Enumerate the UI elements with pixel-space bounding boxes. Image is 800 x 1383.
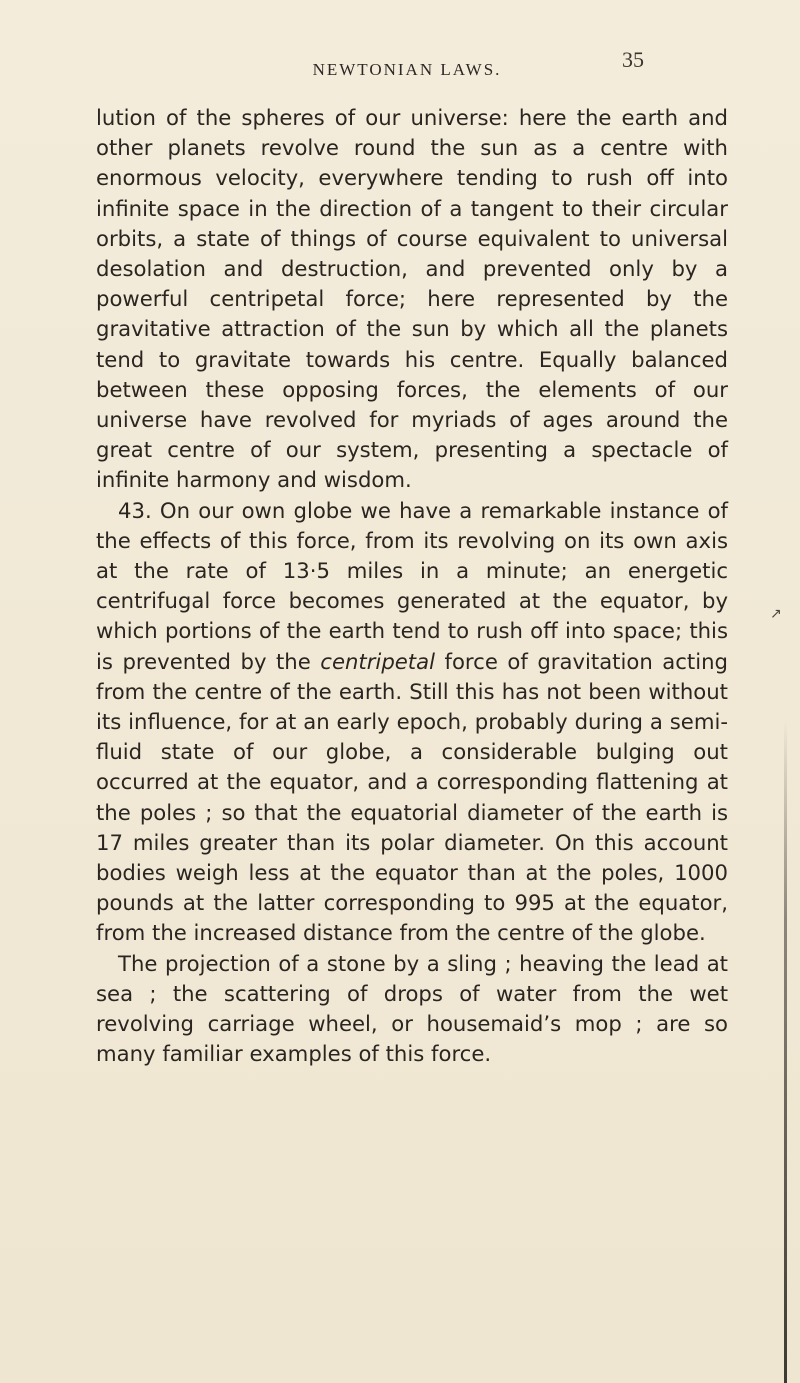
paragraph-1: lution of the spheres of our universe: here the earth and other planets revolve round the sun as a centre with enormous velocity, everywhere tending to rush off into infinite space in the direction of a tangent to their circular orbits, a state of things of course equivalent to universal desolation and destruction, and prevented only by a powerful centripetal force; here represented by the gravitative attraction of the sun by which all the planets tend to gravitate towards his centre. Equally balanced between these opposing forces, the elements of our universe have revolved for myriads of ages around the great centre of our system, presenting a spectacle of infinite harmony and wisdom. <box>96 105 728 493</box>
paragraph-43-text-after: force of gravitation acting from the centre of the earth. Still this has not been without its influence, for at an early epoch, probably during a semi-fluid state of our globe, a considerable bulging out occurred at the equator, and a corresponding flattening at the poles ; so that the equatorial diameter of the earth is 17 miles greater than its polar diameter. On this account bodies weigh less at the equator than at the poles, 1000 pounds at the latter corresponding to 995 at the equator, from the increased distance from the centre of the globe. <box>96 648 728 946</box>
paragraph-43-italic-term: centripetal <box>320 648 435 674</box>
running-title: NEWTONIAN LAWS. <box>312 60 502 79</box>
paragraph-examples: The projection of a stone by a sling ; heaving the lead at sea ; the scattering of drops of water from the wet revolving carriage wheel, or housemaid’s mop ; are so many familiar examples of this force. <box>96 950 728 1067</box>
margin-shadow-line <box>784 720 787 1383</box>
page-number: 35 <box>622 47 644 72</box>
paragraph-43-text-before: 43. On our own globe we have a remarkable instance of the effects of this force, from its revolving on its own axis at the rate of 13·5 miles in a minute; an energetic centrifugal force becomes generated at the equator, by which portions of the earth tend to rush off into space; this is prevented by the <box>96 497 728 674</box>
margin-tick-mark: ↗ <box>770 606 782 622</box>
body-text <box>96 103 728 1070</box>
running-head <box>0 60 800 80</box>
paragraph-43 <box>96 496 728 949</box>
